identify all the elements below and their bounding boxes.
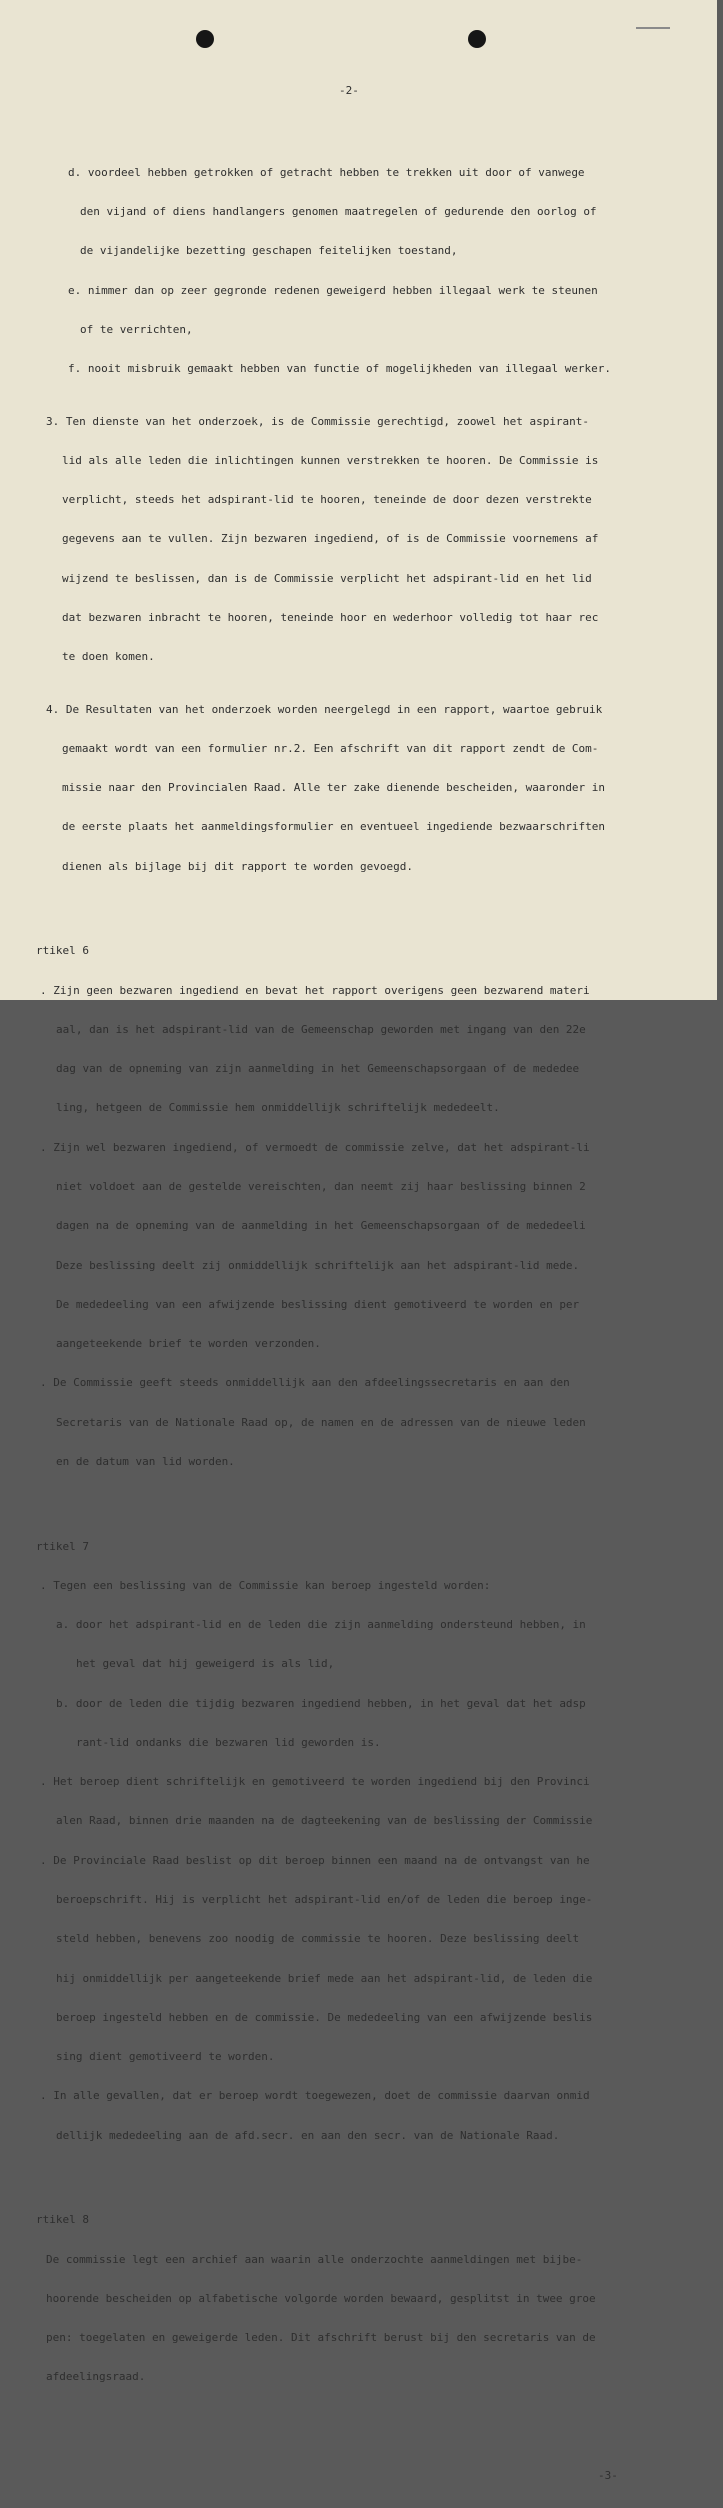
list-item: de vijandelijke bezetting geschapen feitelijken toestand, — [80, 244, 458, 258]
paragraph-line: aal, dan is het adspirant-lid van de Gemeenschap geworden met ingang van den 22e — [56, 1022, 586, 1036]
pencil-mark — [636, 27, 670, 29]
paragraph-line: gegevens aan te vullen. Zijn bezwaren ingediend, of is de Commissie voornemens af — [62, 532, 599, 546]
punch-hole — [468, 30, 486, 48]
list-item: den vijand of diens handlangers genomen maatregelen of gedurende den oorlog of — [80, 205, 597, 219]
paragraph-line: hoorende bescheiden op alfabetische volgorde worden bewaard, gesplitst in twee groe — [46, 2291, 596, 2305]
paragraph-line: te doen komen. — [62, 650, 155, 664]
paragraph-line: de eerste plaats het aanmeldingsformulier en eventueel ingediende bezwaarschriften — [62, 820, 606, 834]
paragraph-line: ling, hetgeen de Commissie hem onmiddellijk schriftelijk mededeelt. — [56, 1101, 500, 1115]
paragraph-line: De commissie legt een archief aan waarin alle onderzochte aanmeldingen met bijbe- — [46, 2252, 583, 2266]
article-heading: rtikel 6 — [36, 944, 89, 958]
paragraph-line: dienen als bijlage bij dit rapport te worden gevoegd. — [62, 859, 413, 873]
paragraph-line: steld hebben, benevens zoo noodig de commissie te hooren. Deze beslissing deelt — [56, 1932, 580, 1946]
paragraph-line: gemaakt wordt van een formulier nr.2. Een afschrift van dit rapport zendt de Com- — [62, 741, 599, 755]
punch-hole — [196, 30, 214, 48]
page-number: -2- — [339, 84, 359, 98]
paragraph-line: pen: toegelaten en geweigerde leden. Dit afschrift berust bij den secretaris van de — [46, 2331, 596, 2345]
paragraph-line: Deze beslissing deelt zij onmiddellijk schriftelijk aan het adspirant-lid mede. — [56, 1258, 580, 1272]
paragraph-line: beroepschrift. Hij is verplicht het adspirant-lid en/of de leden die beroep inge- — [56, 1893, 593, 1907]
paragraph-line: en de datum van lid worden. — [56, 1454, 235, 1468]
paragraph-line: dat bezwaren inbracht te hooren, teneinde hoor en wederhoor volledig tot haar rec — [62, 610, 599, 624]
paragraph-line: 4. De Resultaten van het onderzoek worden neergelegd in een rapport, waartoe gebruik — [46, 702, 603, 716]
paragraph-line: hij onmiddellijk per aangeteekende brief mede aan het adspirant-lid, de leden die — [56, 1971, 593, 1985]
paragraph-line: dag van de opneming van zijn aanmelding in het Gemeenschapsorgaan of de mededee — [56, 1062, 580, 1076]
list-item: e. nimmer dan op zeer gegronde redenen geweigerd hebben illegaal werk te steunen — [68, 283, 598, 297]
paragraph-line: . Tegen een beslissing van de Commissie kan beroep ingesteld worden: — [40, 1578, 491, 1592]
paragraph-line: wijzend te beslissen, dan is de Commissie verplicht het adspirant-lid en het lid — [62, 571, 592, 585]
paragraph-line: afdeelingsraad. — [46, 2370, 146, 2384]
paragraph-line: alen Raad, binnen drie maanden na de dagteekening van de beslissing der Commissie — [56, 1814, 593, 1828]
paragraph-line: De mededeeling van een afwijzende beslissing dient gemotiveerd te worden en per — [56, 1297, 580, 1311]
paragraph-line: verplicht, steeds het adspirant-lid te hooren, teneinde de door dezen verstrekte — [62, 493, 592, 507]
next-page-number: -3- — [598, 2468, 618, 2482]
paragraph-line: . Zijn wel bezwaren ingediend, of vermoedt de commissie zelve, dat het adspirant-li — [40, 1140, 590, 1154]
list-item: rant-lid ondanks die bezwaren lid geworden is. — [76, 1735, 381, 1749]
paragraph-line: . In alle gevallen, dat er beroep wordt toegewezen, doet de commissie daarvan onmid — [40, 2089, 590, 2103]
paragraph-line: missie naar den Provincialen Raad. Alle ter zake dienende bescheiden, waaronder in — [62, 781, 606, 795]
article-heading: rtikel 7 — [36, 1539, 89, 1553]
paragraph-line: . Het beroep dient schriftelijk en gemotiveerd te worden ingediend bij den Provinci — [40, 1775, 590, 1789]
paragraph-line: aangeteekende brief te worden verzonden. — [56, 1337, 321, 1351]
paragraph-line: . De Provinciale Raad beslist op dit beroep binnen een maand na de ontvangst van he — [40, 1853, 590, 1867]
list-item: het geval dat hij geweigerd is als lid, — [76, 1657, 335, 1671]
list-item: d. voordeel hebben getrokken of getracht hebben te trekken uit door of vanwege — [68, 165, 585, 179]
paragraph-line: . Zijn geen bezwaren ingediend en bevat het rapport overigens geen bezwarend materi — [40, 983, 590, 997]
list-item: f. nooit misbruik gemaakt hebben van functie of mogelijkheden van illegaal werker. — [68, 362, 612, 376]
paragraph-line: beroep ingesteld hebben en de commissie. De mededeeling van een afwijzende beslis — [56, 2010, 593, 2024]
paragraph-line: dellijk mededeeling aan de afd.secr. en aan den secr. van de Nationale Raad. — [56, 2128, 560, 2142]
paragraph-line: sing dient gemotiveerd te worden. — [56, 2050, 275, 2064]
list-item: of te verrichten, — [80, 322, 193, 336]
list-item: b. door de leden die tijdig bezwaren ingediend hebben, in het geval dat het adsp — [56, 1696, 586, 1710]
document-body — [0, 58, 717, 2508]
paragraph-line: . De Commissie geeft steeds onmiddellijk aan den afdeelingssecretaris en aan den — [40, 1376, 570, 1390]
paragraph-line: lid als alle leden die inlichtingen kunnen verstrekken te hooren. De Commissie is — [62, 453, 599, 467]
article-heading: rtikel 8 — [36, 2213, 89, 2227]
paragraph-line: dagen na de opneming van de aanmelding in het Gemeenschapsorgaan of de mededeeli — [56, 1219, 586, 1233]
paragraph-line: 3. Ten dienste van het onderzoek, is de Commissie gerechtigd, zoowel het aspirant- — [46, 414, 590, 428]
list-item: a. door het adspirant-lid en de leden die zijn aanmelding ondersteund hebben, in — [56, 1618, 586, 1632]
paragraph-line: niet voldoet aan de gestelde vereischten, dan neemt zij haar beslissing binnen 2 — [56, 1179, 586, 1193]
paragraph-line: Secretaris van de Nationale Raad op, de namen en de adressen van de nieuwe leden — [56, 1415, 586, 1429]
